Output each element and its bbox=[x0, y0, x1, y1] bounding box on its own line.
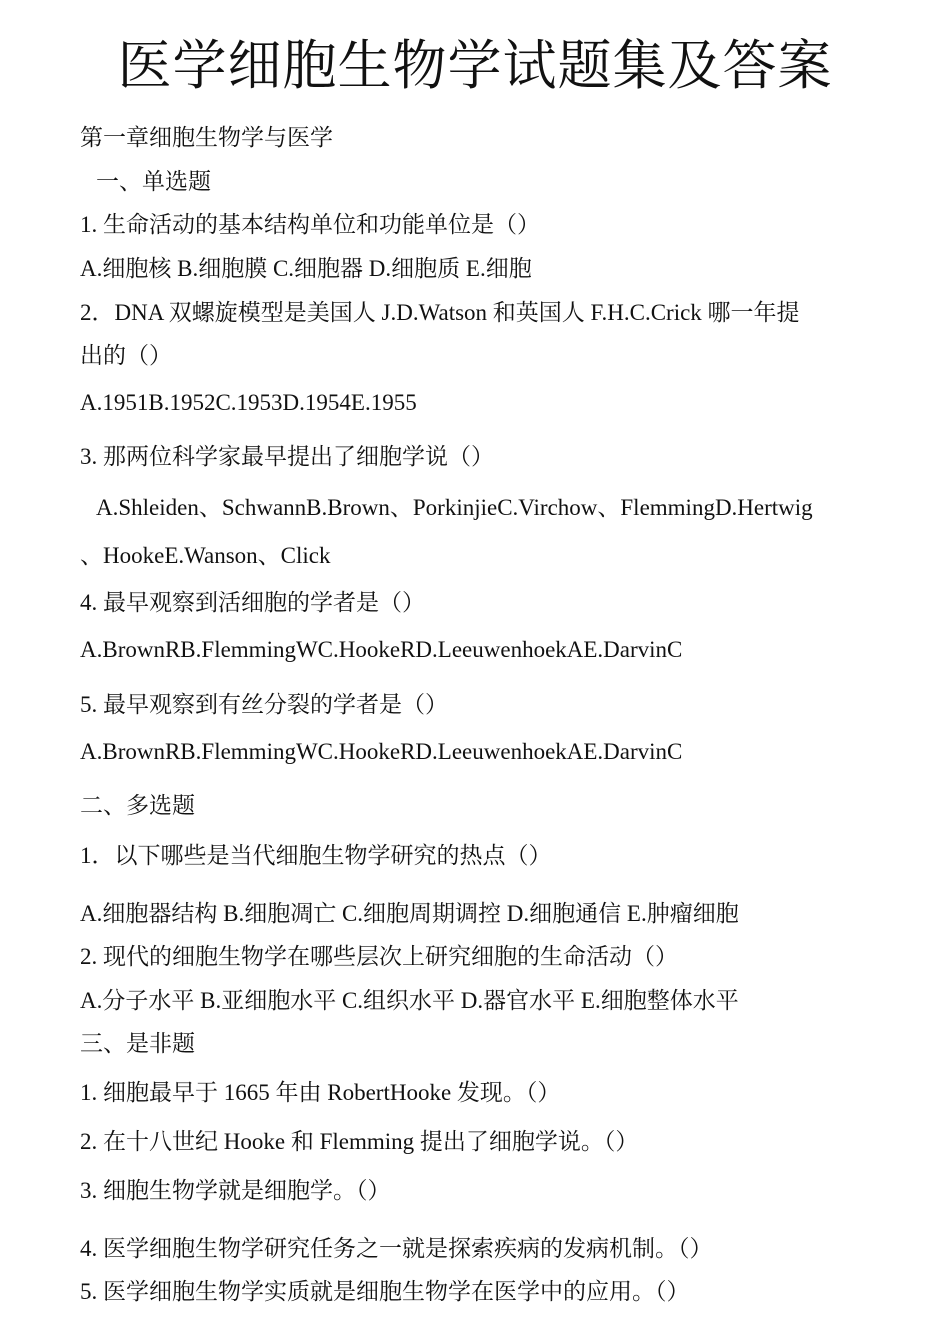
question-text: 1. 生命活动的基本结构单位和功能单位是（） bbox=[80, 212, 540, 237]
section-heading-single-choice: 一、单选题 bbox=[96, 169, 211, 194]
section-heading-multiple-choice: 二、多选题 bbox=[80, 793, 195, 818]
question-options: A.BrownRB.FlemmingWC.HookeRD.LeeuwenhoekAE.DarvinC bbox=[80, 739, 683, 764]
question-text: 4. 最早观察到活细胞的学者是（） bbox=[80, 590, 425, 615]
statement-text: 3. 细胞生物学就是细胞学。（） bbox=[80, 1178, 391, 1203]
statement-text: 1. 细胞最早于 1665 年由 RobertHooke 发现。（） bbox=[80, 1080, 561, 1105]
question-text: 1．以下哪些是当代细胞生物学研究的热点（） bbox=[80, 843, 552, 868]
statement-text: 2. 在十八世纪 Hooke 和 Flemming 提出了细胞学说。（） bbox=[80, 1129, 639, 1154]
question-options: A.1951B.1952C.1953D.1954E.1955 bbox=[80, 390, 417, 415]
question-options: A.BrownRB.FlemmingWC.HookeRD.LeeuwenhoekAE.DarvinC bbox=[80, 637, 683, 662]
question-options: 、HookeE.Wanson、Click bbox=[80, 543, 331, 568]
question-text: 2. 现代的细胞生物学在哪些层次上研究细胞的生命活动（） bbox=[80, 944, 678, 969]
question-options: A.细胞核 B.细胞膜 C.细胞器 D.细胞质 E.细胞 bbox=[80, 256, 532, 281]
section-heading-true-false: 三、是非题 bbox=[80, 1031, 195, 1056]
question-options: A.分子水平 B.亚细胞水平 C.组织水平 D.器官水平 E.细胞整体水平 bbox=[80, 988, 739, 1013]
document-title: 医学细胞生物学试题集及答案 bbox=[117, 34, 833, 97]
question-text: 5. 最早观察到有丝分裂的学者是（） bbox=[80, 692, 448, 717]
question-text: 2．DNA 双螺旋模型是美国人 J.D.Watson 和英国人 F.H.C.Crick 哪一年提 bbox=[80, 300, 800, 325]
chapter-heading: 第一章细胞生物学与医学 bbox=[80, 125, 333, 150]
question-options: A.细胞器结构 B.细胞凋亡 C.细胞周期调控 D.细胞通信 E.肿瘤细胞 bbox=[80, 901, 739, 926]
statement-text: 5. 医学细胞生物学实质就是细胞生物学在医学中的应用。（） bbox=[80, 1279, 690, 1304]
question-text: 3. 那两位科学家最早提出了细胞学说（） bbox=[80, 444, 494, 469]
question-options: A.Shleiden、SchwannB.Brown、PorkinjieC.Virchow、FlemmingD.Hertwig bbox=[96, 495, 813, 520]
statement-text: 4. 医学细胞生物学研究任务之一就是探索疾病的发病机制。（） bbox=[80, 1236, 713, 1261]
question-text: 出的（） bbox=[80, 343, 172, 368]
